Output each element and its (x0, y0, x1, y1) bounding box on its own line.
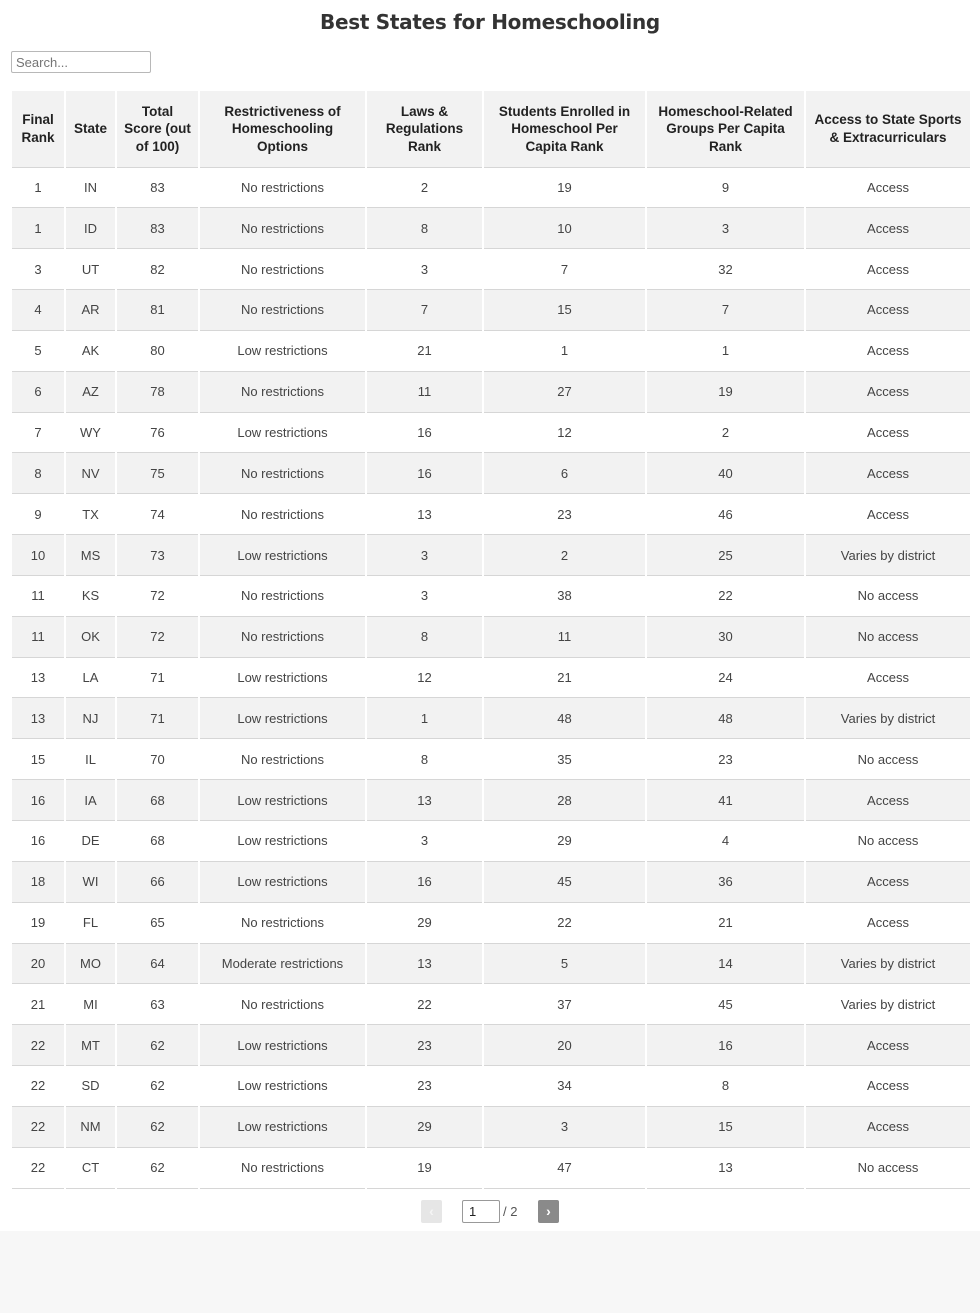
table-cell: ID (65, 208, 116, 249)
table-row (12, 657, 970, 698)
table-cell: 27 (483, 371, 646, 412)
table-cell: 18 (12, 861, 65, 902)
table-cell: 34 (483, 1066, 646, 1107)
column-header[interactable]: State (65, 91, 116, 167)
table-cell: 62 (116, 1106, 199, 1147)
table-cell: 8 (366, 208, 483, 249)
table-row (12, 208, 970, 249)
table-cell: 5 (12, 330, 65, 371)
prev-page-button[interactable]: ‹ (421, 1200, 442, 1223)
table-cell: Varies by district (805, 943, 970, 984)
table-row (12, 984, 970, 1025)
table-cell: 11 (366, 371, 483, 412)
table-cell: 2 (646, 412, 805, 453)
table-cell: Low restrictions (199, 412, 366, 453)
table-cell: IN (65, 167, 116, 208)
table-cell: 63 (116, 984, 199, 1025)
table-cell: 13 (12, 657, 65, 698)
table-cell: 40 (646, 453, 805, 494)
table-cell: 3 (483, 1106, 646, 1147)
table-cell: 3 (12, 249, 65, 290)
table-cell: Low restrictions (199, 1025, 366, 1066)
table-cell: No restrictions (199, 453, 366, 494)
table-cell: No restrictions (199, 1147, 366, 1188)
table-row (12, 698, 970, 739)
table-cell: 32 (646, 249, 805, 290)
table-cell: Access (805, 453, 970, 494)
table-cell: 82 (116, 249, 199, 290)
table-cell: 45 (483, 861, 646, 902)
table-row (12, 249, 970, 290)
search-input[interactable] (11, 51, 151, 73)
table-cell: 66 (116, 861, 199, 902)
table-cell: MI (65, 984, 116, 1025)
table-cell: IA (65, 780, 116, 821)
table-cell: 22 (12, 1066, 65, 1107)
table-cell: Access (805, 494, 970, 535)
table-cell: WI (65, 861, 116, 902)
table-row (12, 1147, 970, 1188)
table-cell: 6 (483, 453, 646, 494)
table-cell: 29 (483, 821, 646, 862)
header-row (12, 91, 970, 167)
table-cell: 1 (12, 167, 65, 208)
table-cell: 16 (366, 453, 483, 494)
table-cell: Access (805, 861, 970, 902)
table-row (12, 1106, 970, 1147)
table-cell: No access (805, 821, 970, 862)
table-cell: No restrictions (199, 494, 366, 535)
table-cell: 13 (366, 943, 483, 984)
table-cell: 3 (366, 575, 483, 616)
table-cell: Access (805, 412, 970, 453)
table-cell: 16 (646, 1025, 805, 1066)
table-cell: 8 (366, 739, 483, 780)
table-cell: IL (65, 739, 116, 780)
table-cell: No access (805, 739, 970, 780)
table-cell: 80 (116, 330, 199, 371)
table-cell: 81 (116, 290, 199, 331)
table-cell: 24 (646, 657, 805, 698)
table-cell: 36 (646, 861, 805, 902)
page-total-label: / 2 (503, 1204, 518, 1219)
table-row (12, 821, 970, 862)
pagination (0, 1199, 980, 1225)
table-cell: 12 (366, 657, 483, 698)
table-cell: KS (65, 575, 116, 616)
table-cell: 1 (366, 698, 483, 739)
table-cell: Low restrictions (199, 1106, 366, 1147)
table-cell: 16 (12, 821, 65, 862)
table-cell: NV (65, 453, 116, 494)
table-row (12, 494, 970, 535)
table-row (12, 453, 970, 494)
table-cell: UT (65, 249, 116, 290)
table-cell: 6 (12, 371, 65, 412)
table-cell: 2 (483, 535, 646, 576)
page-number-input[interactable] (462, 1200, 500, 1223)
table-cell: 46 (646, 494, 805, 535)
table-cell: Moderate restrictions (199, 943, 366, 984)
table-cell: 1 (483, 330, 646, 371)
table-cell: 7 (483, 249, 646, 290)
table-cell: WY (65, 412, 116, 453)
table-row (12, 739, 970, 780)
table-cell: 29 (366, 902, 483, 943)
table-cell: 45 (646, 984, 805, 1025)
table-cell: 16 (12, 780, 65, 821)
table-cell: Access (805, 902, 970, 943)
table-cell: 23 (366, 1066, 483, 1107)
table-row (12, 1025, 970, 1066)
data-table (12, 91, 970, 1189)
table-cell: Low restrictions (199, 698, 366, 739)
table-cell: 48 (646, 698, 805, 739)
table-cell: TX (65, 494, 116, 535)
table-cell: 38 (483, 575, 646, 616)
table-cell: Access (805, 657, 970, 698)
table-cell: 71 (116, 698, 199, 739)
table-cell: 71 (116, 657, 199, 698)
table-cell: 47 (483, 1147, 646, 1188)
table-cell: 29 (366, 1106, 483, 1147)
table-cell: 3 (366, 535, 483, 576)
table-cell: No access (805, 575, 970, 616)
table-cell: Low restrictions (199, 535, 366, 576)
table-cell: 64 (116, 943, 199, 984)
table-cell: LA (65, 657, 116, 698)
table-body (12, 167, 970, 1188)
table-cell: 48 (483, 698, 646, 739)
table-cell: 21 (366, 330, 483, 371)
table-cell: 1 (646, 330, 805, 371)
table-cell: 70 (116, 739, 199, 780)
table-cell: 73 (116, 535, 199, 576)
table-cell: CT (65, 1147, 116, 1188)
table-cell: DE (65, 821, 116, 862)
table-cell: No restrictions (199, 208, 366, 249)
table-cell: Access (805, 1106, 970, 1147)
table-row (12, 290, 970, 331)
table-cell: 72 (116, 575, 199, 616)
table-row (12, 861, 970, 902)
table-cell: 22 (12, 1106, 65, 1147)
table-cell: Access (805, 330, 970, 371)
table-cell: 13 (12, 698, 65, 739)
table-cell: 37 (483, 984, 646, 1025)
table-cell: No restrictions (199, 902, 366, 943)
table-cell: No access (805, 616, 970, 657)
column-header[interactable]: Laws & Regulations Rank (366, 91, 483, 167)
table-cell: 74 (116, 494, 199, 535)
table-cell: 78 (116, 371, 199, 412)
table-cell: Varies by district (805, 984, 970, 1025)
table-cell: 20 (483, 1025, 646, 1066)
table-cell: 15 (483, 290, 646, 331)
table-cell: Varies by district (805, 698, 970, 739)
column-header[interactable]: Restrictiveness of Homeschooling Options (199, 91, 366, 167)
table-cell: 16 (366, 412, 483, 453)
table-row (12, 902, 970, 943)
table-row (12, 167, 970, 208)
table-cell: 22 (483, 902, 646, 943)
column-header[interactable]: Final Rank (12, 91, 65, 167)
table-cell: No restrictions (199, 575, 366, 616)
table-cell: No restrictions (199, 739, 366, 780)
table-cell: Low restrictions (199, 1066, 366, 1107)
table-cell: Low restrictions (199, 861, 366, 902)
table-cell: 3 (366, 821, 483, 862)
table-cell: 19 (483, 167, 646, 208)
table-cell: 9 (646, 167, 805, 208)
table-cell: 15 (646, 1106, 805, 1147)
table-cell: 12 (483, 412, 646, 453)
table-cell: No restrictions (199, 249, 366, 290)
table-cell: Low restrictions (199, 821, 366, 862)
table-cell: 4 (646, 821, 805, 862)
table-row (12, 616, 970, 657)
table-cell: 8 (366, 616, 483, 657)
table-cell: OK (65, 616, 116, 657)
table-cell: Access (805, 371, 970, 412)
table-cell: MT (65, 1025, 116, 1066)
table-cell: 4 (12, 290, 65, 331)
table-cell: 62 (116, 1147, 199, 1188)
table-cell: 1 (12, 208, 65, 249)
table-cell: 10 (12, 535, 65, 576)
table-cell: 72 (116, 616, 199, 657)
table-cell: No restrictions (199, 371, 366, 412)
table-cell: 13 (366, 780, 483, 821)
table-cell: 22 (366, 984, 483, 1025)
table-cell: 15 (12, 739, 65, 780)
table-cell: 19 (366, 1147, 483, 1188)
table-cell: 3 (646, 208, 805, 249)
table-cell: 68 (116, 821, 199, 862)
table-cell: 5 (483, 943, 646, 984)
table-cell: 30 (646, 616, 805, 657)
table-row (12, 575, 970, 616)
table-cell: Access (805, 208, 970, 249)
table-cell: 7 (646, 290, 805, 331)
table-cell: Low restrictions (199, 780, 366, 821)
table-cell: 14 (646, 943, 805, 984)
table-cell: 21 (646, 902, 805, 943)
table-cell: 23 (646, 739, 805, 780)
table-cell: Access (805, 780, 970, 821)
table-cell: 2 (366, 167, 483, 208)
table-cell: Low restrictions (199, 657, 366, 698)
table-row (12, 780, 970, 821)
table-cell: 22 (12, 1025, 65, 1066)
table-row (12, 943, 970, 984)
table-cell: Access (805, 1025, 970, 1066)
column-header[interactable]: Access to State Sports & Extracurriculars (805, 91, 970, 167)
table-cell: 13 (646, 1147, 805, 1188)
table-cell: AZ (65, 371, 116, 412)
table-cell: NM (65, 1106, 116, 1147)
table-row (12, 330, 970, 371)
table-cell: MO (65, 943, 116, 984)
table-cell: SD (65, 1066, 116, 1107)
table-cell: 76 (116, 412, 199, 453)
table-header (12, 91, 970, 167)
table-cell: 3 (366, 249, 483, 290)
table-cell: 8 (12, 453, 65, 494)
table-row (12, 1066, 970, 1107)
table-cell: MS (65, 535, 116, 576)
table-cell: Access (805, 290, 970, 331)
table-cell: 19 (12, 902, 65, 943)
table-cell: 35 (483, 739, 646, 780)
table-cell: 62 (116, 1025, 199, 1066)
table-row (12, 535, 970, 576)
table-cell: 21 (483, 657, 646, 698)
table-cell: 11 (12, 575, 65, 616)
table-cell: 20 (12, 943, 65, 984)
table-cell: 7 (12, 412, 65, 453)
table-cell: 16 (366, 861, 483, 902)
table-cell: 22 (646, 575, 805, 616)
next-page-button[interactable]: › (538, 1200, 559, 1223)
table-cell: 11 (12, 616, 65, 657)
table-cell: 83 (116, 167, 199, 208)
page-title: Best States for Homeschooling (320, 10, 660, 34)
table-cell: 23 (366, 1025, 483, 1066)
table-cell: No restrictions (199, 290, 366, 331)
table-cell: 11 (483, 616, 646, 657)
table-cell: 68 (116, 780, 199, 821)
table-cell: 21 (12, 984, 65, 1025)
table-cell: Varies by district (805, 535, 970, 576)
table-cell: AK (65, 330, 116, 371)
table-cell: 23 (483, 494, 646, 535)
table-cell: Access (805, 249, 970, 290)
table-cell: No restrictions (199, 616, 366, 657)
column-header[interactable]: Total Score (out of 100) (116, 91, 199, 167)
table-cell: 41 (646, 780, 805, 821)
table-cell: Low restrictions (199, 330, 366, 371)
table-cell: 28 (483, 780, 646, 821)
table-cell: FL (65, 902, 116, 943)
table-cell: No restrictions (199, 167, 366, 208)
column-header[interactable]: Students Enrolled in Homeschool Per Capita Rank (483, 91, 646, 167)
table-cell: Access (805, 167, 970, 208)
table-cell: No access (805, 1147, 970, 1188)
table-cell: 75 (116, 453, 199, 494)
table-cell: NJ (65, 698, 116, 739)
table-cell: 13 (366, 494, 483, 535)
table-cell: No restrictions (199, 984, 366, 1025)
table-cell: 83 (116, 208, 199, 249)
table-cell: AR (65, 290, 116, 331)
table-row (12, 412, 970, 453)
table-cell: 22 (12, 1147, 65, 1188)
table-cell: 19 (646, 371, 805, 412)
column-header[interactable]: Homeschool-Related Groups Per Capita Rank (646, 91, 805, 167)
table-cell: Access (805, 1066, 970, 1107)
table-cell: 7 (366, 290, 483, 331)
table-row (12, 371, 970, 412)
table-cell: 8 (646, 1066, 805, 1107)
table-cell: 10 (483, 208, 646, 249)
table-cell: 25 (646, 535, 805, 576)
table-cell: 65 (116, 902, 199, 943)
table-cell: 9 (12, 494, 65, 535)
table-cell: 62 (116, 1066, 199, 1107)
